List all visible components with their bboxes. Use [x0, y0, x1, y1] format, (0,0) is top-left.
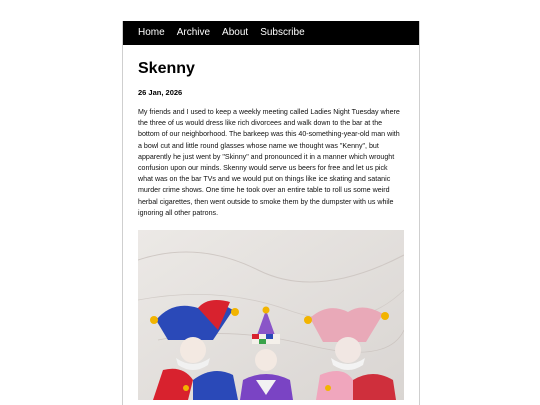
- post-photo-jester-dolls: [138, 230, 404, 400]
- nav-subscribe-link[interactable]: Subscribe: [260, 27, 305, 38]
- post-content: [123, 59, 419, 400]
- post-body: My friends and I used to keep a weekly meeting called Ladies Night Tuesday where the three of us would dress like rich divorcees and walk down to the bar at the bottom of our neighborhood. The barkeep was this 40-something-year-old man with a bowl cut and little round glasses whose name we thought was "Kenny", but apparently he just went by "Skinny" and pronounced it in a manner which wrought confusion upon our minds. Skenny would serve us beers for free and let us pick what was on the bar TVs and we would put on things like ice skating and satanic murder crime shows. One time he took over an entire table to roll us some weird herbal cigarettes, then went outside to smoke them by the dumpster with us while ignoring all other patrons.: [138, 108, 400, 217]
- nav-home-link[interactable]: Home: [138, 27, 165, 38]
- nav-about-link[interactable]: About: [222, 27, 249, 38]
- post-date: 26 Jan, 2026: [138, 88, 183, 97]
- blog-page: [122, 21, 420, 405]
- top-nav: [123, 21, 419, 45]
- post-title: Skenny: [138, 60, 195, 77]
- nav-archive-link[interactable]: Archive: [176, 27, 211, 38]
